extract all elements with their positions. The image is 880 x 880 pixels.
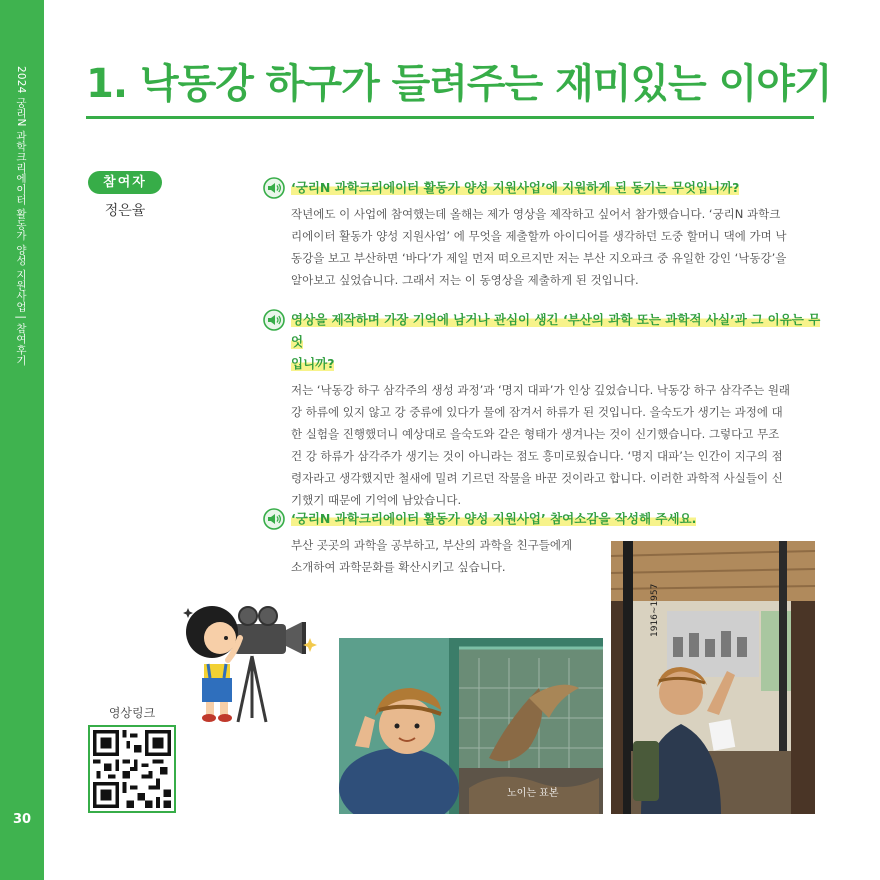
speaker-icon: [263, 309, 285, 331]
museum-photo: [611, 541, 815, 814]
participant-badge: 참여자: [88, 171, 162, 194]
answer-text: [291, 203, 823, 291]
question-text: ‘궁리N 과학크리에이터 활동가 양성 지원사업’에 지원하게 된 동기는 무엇입니까?: [291, 180, 740, 195]
tripod-icon: [238, 656, 266, 722]
question-line: 입니까?: [291, 356, 335, 371]
museum-photo-image: [611, 541, 815, 814]
exhibit-photo: [339, 638, 603, 814]
video-link-label: 영상링크: [108, 706, 156, 720]
answer-line: 작년에도 이 사업에 참여했는데 올해는 제가 영상을 제작하고 싶어서 참가했습니다. ‘궁리N 과학크: [291, 207, 781, 221]
page-title: 1. 낙동강 하구가 들려주는 재미있는 이야기: [86, 61, 832, 107]
answer-line: 소개하여 과학문화를 확산시키고 싶습니다.: [291, 560, 506, 574]
answer-line: 강 하류에 있지 않고 강 중류에 있다가 물에 잠겨서 하류가 된 것입니다. 을숙도가 생기는 과정에 대: [291, 405, 783, 419]
speaker-icon: [263, 508, 285, 530]
answer-line: 부산 곳곳의 과학을 공부하고, 부산의 과학을 친구들에게: [291, 538, 573, 552]
qr-code-icon: [93, 730, 171, 808]
question-text: ‘궁리N 과학크리에이터 활동가 양성 지원사업’ 참여소감을 작성해 주세요.: [291, 511, 697, 526]
cameraman-illustration: [182, 598, 322, 728]
question-text: [291, 309, 823, 375]
answer-line: 기했기 때문에 기억에 남았습니다.: [291, 493, 462, 507]
exhibit-caption: 노이는 표본: [507, 788, 559, 799]
child-icon: [186, 606, 240, 722]
answer-line: 알아보고 싶었습니다. 그래서 저는 이 동영상을 제출하게 된 것입니다.: [291, 273, 639, 287]
page-number: 30: [12, 812, 32, 827]
answer-line: 령자라고 생각했지만 철새에 밀려 기르던 작물을 바꾼 것이라고 합니다. 이러한 과학적 사실들이 신: [291, 471, 783, 485]
exhibit-photo-image: [339, 638, 603, 814]
question-row: [263, 508, 823, 530]
answer-line: 리에이터 활동가 양성 지원사업’ 에 무엇을 제출할까 아이디어를 생각하던 도중 할머니 댁에 가며 낙: [291, 229, 787, 243]
answer-line: 건 강 하류가 삼각주가 생기는 것이 아니라는 점도 흥미로웠습니다. ‘명지 대파’는 인간이 지구의 점: [291, 449, 783, 463]
answer-line: 저는 ‘낙동강 하구 삼각주의 생성 과정’과 ‘명지 대파’가 인상 깊었습니다. 낙동강 하구 삼각주는 원래: [291, 383, 791, 397]
question-line: 영상을 제작하며 가장 기억에 남거나 관심이 생긴 ‘부산의 과학 또는 과학적 사실’과 그 이유는 무엇: [291, 312, 821, 349]
qa-block-2: [263, 309, 823, 511]
answer-text: [291, 379, 823, 511]
movie-camera-icon: [234, 607, 306, 654]
answer-line: 한 실험을 진행했더니 예상대로 을숙도와 같은 형태가 생겨나는 것이 신기했습니다. 그렇다고 무조: [291, 427, 780, 441]
speaker-icon: [263, 177, 285, 199]
qr-code[interactable]: [88, 725, 176, 813]
museum-sign-text: 1916~1957: [650, 583, 660, 637]
answer-line: 동강을 보고 부산하면 ‘바다’가 제일 먼저 떠오르지만 저는 부산 지오파크 중 유일한 강인 ‘낙동강’을: [291, 251, 787, 265]
participant-name: 정은율: [104, 203, 146, 219]
sidebar-vertical-title: 2024 궁리N 과학크리에이터 활동가 양성 지원사업 | 참여후기: [15, 66, 27, 366]
question-row: [263, 309, 823, 375]
question-row: [263, 177, 823, 199]
title-divider: [86, 116, 814, 119]
qa-block-1: [263, 177, 823, 291]
